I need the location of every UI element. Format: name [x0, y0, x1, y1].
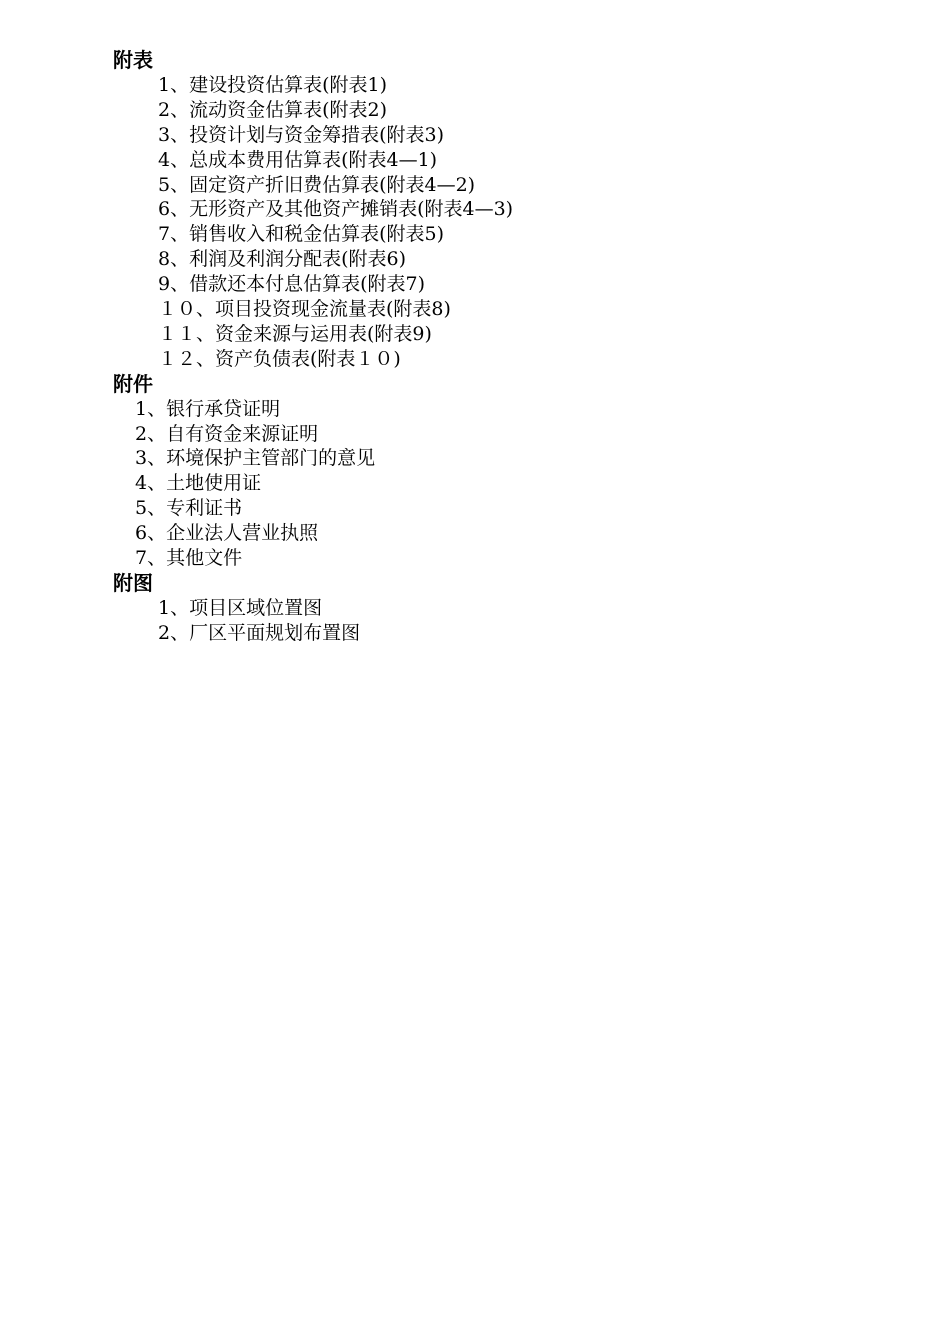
list-item: 6、无形资产及其他资产摊销表(附表4—3) [158, 198, 514, 221]
list-item: 1、银行承贷证明 [135, 397, 281, 420]
list-item: 3、投资计划与资金筹措表(附表3) [158, 123, 445, 146]
list-item: 2、厂区平面规划布置图 [158, 621, 361, 644]
section-attachments [113, 372, 873, 571]
section-appended-figures [113, 571, 873, 646]
list-item: 2、流动资金估算表(附表2) [158, 98, 388, 121]
section-appended-tables [113, 48, 873, 372]
list-item: 8、利润及利润分配表(附表6) [158, 248, 407, 271]
section-title: 附图 [113, 570, 153, 595]
list-item: 1、建设投资估算表(附表1) [158, 74, 388, 96]
appended-tables-list [113, 73, 873, 372]
list-item: 3、环境保护主管部门的意见 [135, 447, 376, 470]
list-item: 4、土地使用证 [135, 472, 262, 495]
list-item: 6、企业法人营业执照 [135, 522, 319, 545]
list-item: １０、项目投资现金流量表(附表8) [158, 298, 451, 321]
appended-figures-list [113, 596, 873, 646]
list-item: １１、资金来源与运用表(附表9) [158, 322, 432, 345]
list-item: 4、总成本费用估算表(附表4—1) [158, 148, 438, 171]
list-item: 5、专利证书 [135, 497, 243, 520]
attachments-list [113, 397, 873, 571]
list-item: 2、自有资金来源证明 [135, 422, 319, 445]
list-item: 1、项目区域位置图 [158, 596, 323, 619]
list-item: 5、固定资产折旧费估算表(附表4—2) [158, 173, 476, 196]
section-title: 附表 [113, 48, 153, 72]
list-item: １２、资产负债表(附表１０) [158, 347, 401, 370]
list-item: 9、借款还本付息估算表(附表7) [158, 273, 426, 296]
list-item: 7、销售收入和税金估算表(附表5) [158, 223, 445, 246]
list-item: 7、其他文件 [135, 547, 243, 570]
appendix-content [113, 48, 873, 646]
section-title: 附件 [113, 371, 153, 396]
